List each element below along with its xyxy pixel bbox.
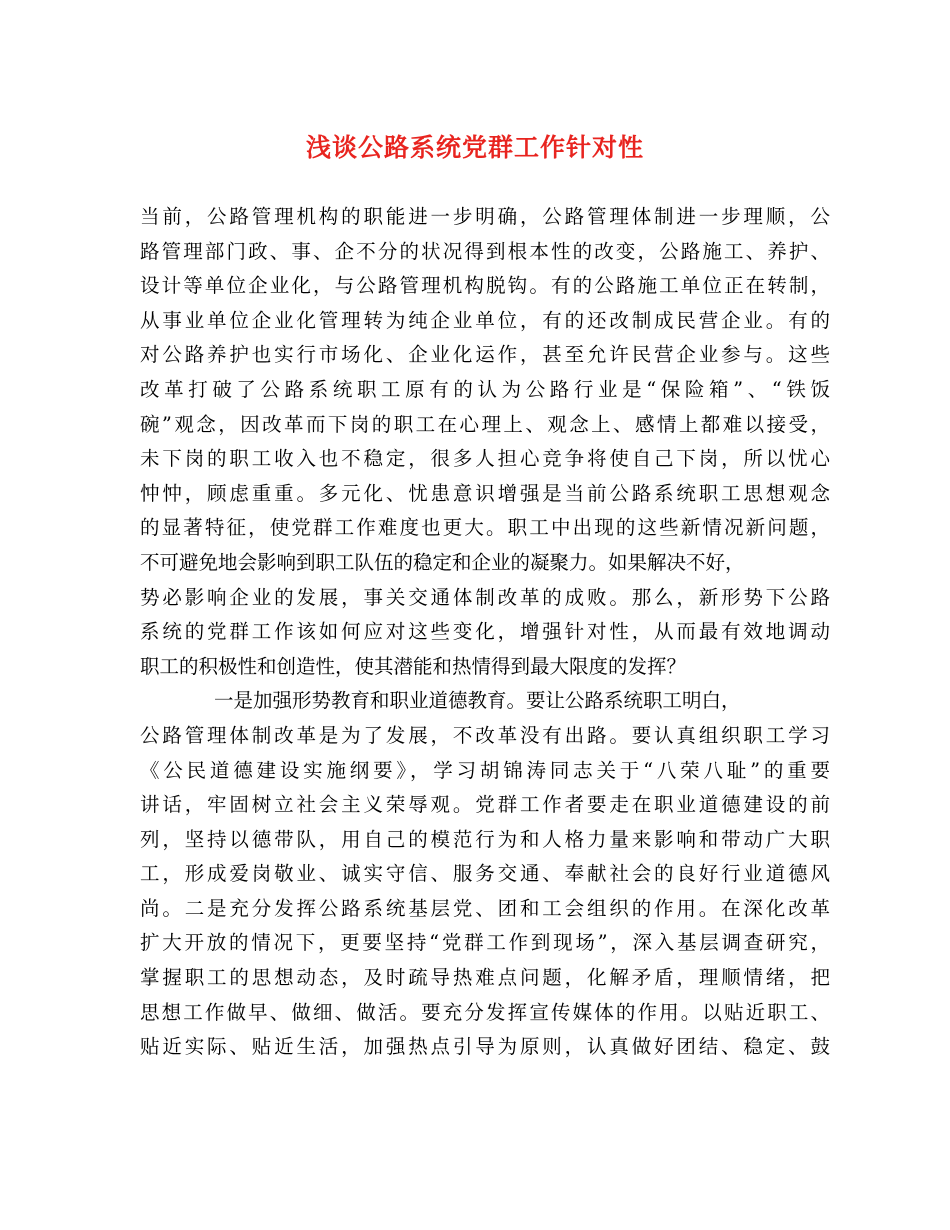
text-line: 工，形成爱岗敬业、诚实守信、服务交通、奉献社会的良好行业道德风 xyxy=(140,862,830,886)
text-line: 忡忡，顾虑重重。多元化、忧患意识增强是当前公路系统职工思想观念 xyxy=(140,481,830,505)
text-line: 路管理部门政、事、企不分的状况得到根本性的改变，公路施工、养护、 xyxy=(140,239,830,263)
text-line-indented: 一是加强形势教育和职业道德教育。要让公路系统职工明白， xyxy=(214,689,741,713)
text-line: 不可避免地会影响到职工队伍的稳定和企业的凝聚力。如果解决不好， xyxy=(140,550,745,574)
text-line: 未下岗的职工收入也不稳定，很多人担心竞争将使自己下岗，所以忧心 xyxy=(140,447,830,471)
text-line: 贴近实际、贴近生活，加强热点引导为原则，认真做好团结、稳定、鼓 xyxy=(140,1035,830,1059)
text-line: 的显著特征，使党群工作难度也更大。职工中出现的这些新情况新问题， xyxy=(140,516,830,540)
text-line: 从事业单位企业化管理转为纯企业单位，有的还改制成民营企业。有的 xyxy=(140,308,830,332)
text-line: 掌握职工的思想动态，及时疏导热难点问题，化解矛盾，理顺情绪，把 xyxy=(140,966,830,990)
text-line: 势必影响企业的发展，事关交通体制改革的成败。那么，新形势下公路 xyxy=(140,585,830,609)
text-line: 公路管理体制改革是为了发展，不改革没有出路。要认真组织职工学习 xyxy=(140,723,830,747)
text-line: 讲话，牢固树立社会主义荣辱观。党群工作者要走在职业道德建设的前 xyxy=(140,793,830,817)
text-line: 设计等单位企业化，与公路管理机构脱钩。有的公路施工单位正在转制， xyxy=(140,274,830,298)
text-line: 对公路养护也实行市场化、企业化运作，甚至允许民营企业参与。这些 xyxy=(140,343,830,367)
text-line: 职工的积极性和创造性，使其潜能和热情得到最大限度的发挥？ xyxy=(140,654,687,678)
text-line: 思想工作做早、做细、做活。要充分发挥宣传媒体的作用。以贴近职工、 xyxy=(140,1000,830,1024)
text-line: 系统的党群工作该如何应对这些变化，增强针对性，从而最有效地调动 xyxy=(140,620,830,644)
document-title: 浅谈公路系统党群工作针对性 xyxy=(305,133,644,162)
text-line: 碗”观念，因改革而下岗的职工在心理上、观念上、感情上都难以接受， xyxy=(140,412,830,436)
text-line: 列，坚持以德带队，用自己的模范行为和人格力量来影响和带动广大职 xyxy=(140,827,830,851)
text-line: 改革打破了公路系统职工原有的认为公路行业是“保险箱”、“铁饭 xyxy=(140,377,830,401)
document-body xyxy=(140,200,830,1065)
text-line: 《公民道德建设实施纲要》，学习胡锦涛同志关于“八荣八耻”的重要 xyxy=(140,758,830,782)
text-line: 尚。二是充分发挥公路系统基层党、团和工会组织的作用。在深化改革 xyxy=(140,896,830,920)
text-line: 扩大开放的情况下，更要坚持“党群工作到现场”，深入基层调查研究， xyxy=(140,931,830,955)
text-line: 当前，公路管理机构的职能进一步明确，公路管理体制进一步理顺，公 xyxy=(140,205,830,228)
